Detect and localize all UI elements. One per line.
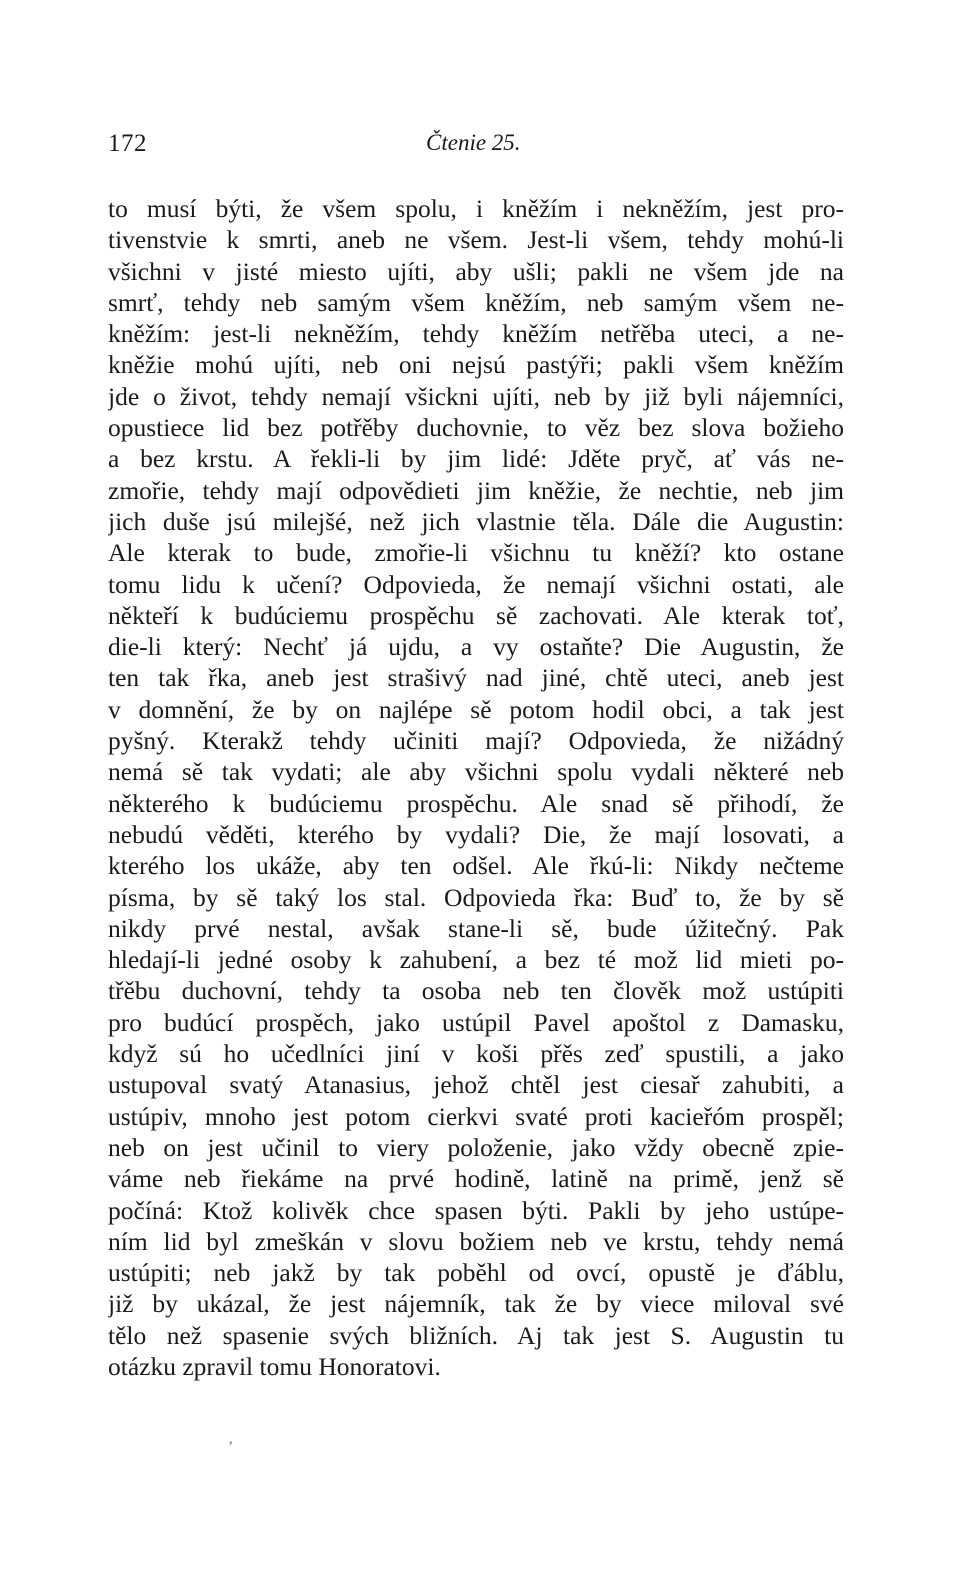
text-line: jich duše jsú milejšé, než jich vlastnie těla. Dále die Augustin: [108,506,844,536]
text-line: nebudú věděti, kterého by vydali? Die, že mají losovati, a [108,819,844,849]
text-line: die-li který: Nechť já ujdu, a vy ostaňte? Die Augustin, že [108,632,844,662]
text-line: neb on jest učinil to viery položenie, jako vždy obecně zpie- [108,1132,844,1162]
text-line: jde o život, tehdy nemají všickni ujíti, neb by již byli nájemníci, [108,381,844,411]
text-line: kněžie mohú ujíti, neb oni nejsú pastýři; pakli všem kněžím [108,350,844,380]
text-line: ustúpiv, mnoho jest potom cierkvi svaté proti kacieřóm prospěl; [108,1101,844,1131]
running-head: Čtenie 25. [426,130,521,155]
text-line: nemá sě tak vydati; ale aby všichni spolu vydali některé neb [108,757,844,787]
text-line: nikdy prvé nestal, avšak stane-li sě, bude úžitečný. Pak [108,913,844,943]
text-line: tělo než spasenie svých bližních. Aj tak jest S. Augustin tu [108,1320,844,1350]
text-line: pyšný. Kterakž tehdy učiniti mají? Odpovieda, že nižádný [108,726,844,756]
text-line: počíná: Ktož kolivěk chce spasen býti. Pakli by jeho ustúpe- [108,1195,844,1225]
text-line: ustupoval svatý Atanasius, jehož chtěl jest ciesař zahubiti, a [108,1070,844,1100]
text-line: otázku zpravil tomu Honoratovi. [108,1351,441,1381]
body-text [108,193,844,1382]
text-line: písma, by sě taký los stal. Odpovieda řka: Buď to, že by sě [108,882,844,912]
text-line: a bez krstu. A řekli-li by jim lidé: Jděte pryč, ať vás ne- [108,444,844,474]
text-line: kněžím: jest-li nekněžím, tehdy kněžím netřěba uteci, a ne- [108,319,844,349]
text-line: v domnění, že by on najlépe sě potom hodil obci, a tak jest [108,694,844,724]
text-line: Ale kterak to bude, zmořie-li všichnu tu kněží? kto ostane [108,538,844,568]
text-line: pro budúcí prospěch, jako ustúpil Pavel apoštol z Damasku, [108,1007,844,1037]
stray-mark: , [229,1432,233,1447]
text-line: některého k budúciemu prospěchu. Ale snad sě přihodí, že [108,788,844,818]
text-line: třěbu duchovní, tehdy ta osoba neb ten člověk mož ustúpiti [108,976,844,1006]
text-line: hledají-li jedné osoby k zahubení, a bez té mož lid mieti po- [108,945,844,975]
text-line: ním lid byl zmeškán v slovu božiem neb ve krstu, tehdy nemá [108,1226,844,1256]
text-line: když sú ho učedlníci jiní v koši přěs zeď spustili, a jako [108,1039,844,1069]
page-number: 172 [108,130,147,157]
text-line: někteří k budúciemu prospěchu sě zachovati. Ale kterak toť, [108,600,844,630]
text-line: tomu lidu k učení? Odpovieda, že nemají všichni ostati, ale [108,569,844,599]
text-line: smrť, tehdy neb samým všem kněžím, neb samým všem ne- [108,287,844,317]
text-line: váme neb řiekáme na prvé hodině, latině na primě, jenž sě [108,1164,844,1194]
text-line: již by ukázal, že jest nájemník, tak že by viece miloval své [108,1289,844,1319]
text-line: zmořie, tehdy mají odpovědieti jim kněžie, že nechtie, neb jim [108,475,844,505]
text-line: ten tak řka, aneb jest strašivý nad jiné, chtě uteci, aneb jest [108,663,844,693]
text-line: ustúpiti; neb jakž by tak poběhl od ovcí, opustě je ďáblu, [108,1258,844,1288]
text-line: tivenstvie k smrti, aneb ne všem. Jest-li všem, tehdy mohú-li [108,225,844,255]
text-line: kterého los ukáže, aby ten odšel. Ale řkú-li: Nikdy nečteme [108,851,844,881]
text-line: to musí býti, že všem spolu, i kněžím i nekněžím, jest pro- [108,194,844,223]
text-line: všichni v jisté miesto ujíti, aby ušli; pakli ne všem jde na [108,256,844,286]
page-header [0,130,960,170]
text-line: opustiece lid bez potřěby duchovnie, to věz bez slova božieho [108,413,844,443]
